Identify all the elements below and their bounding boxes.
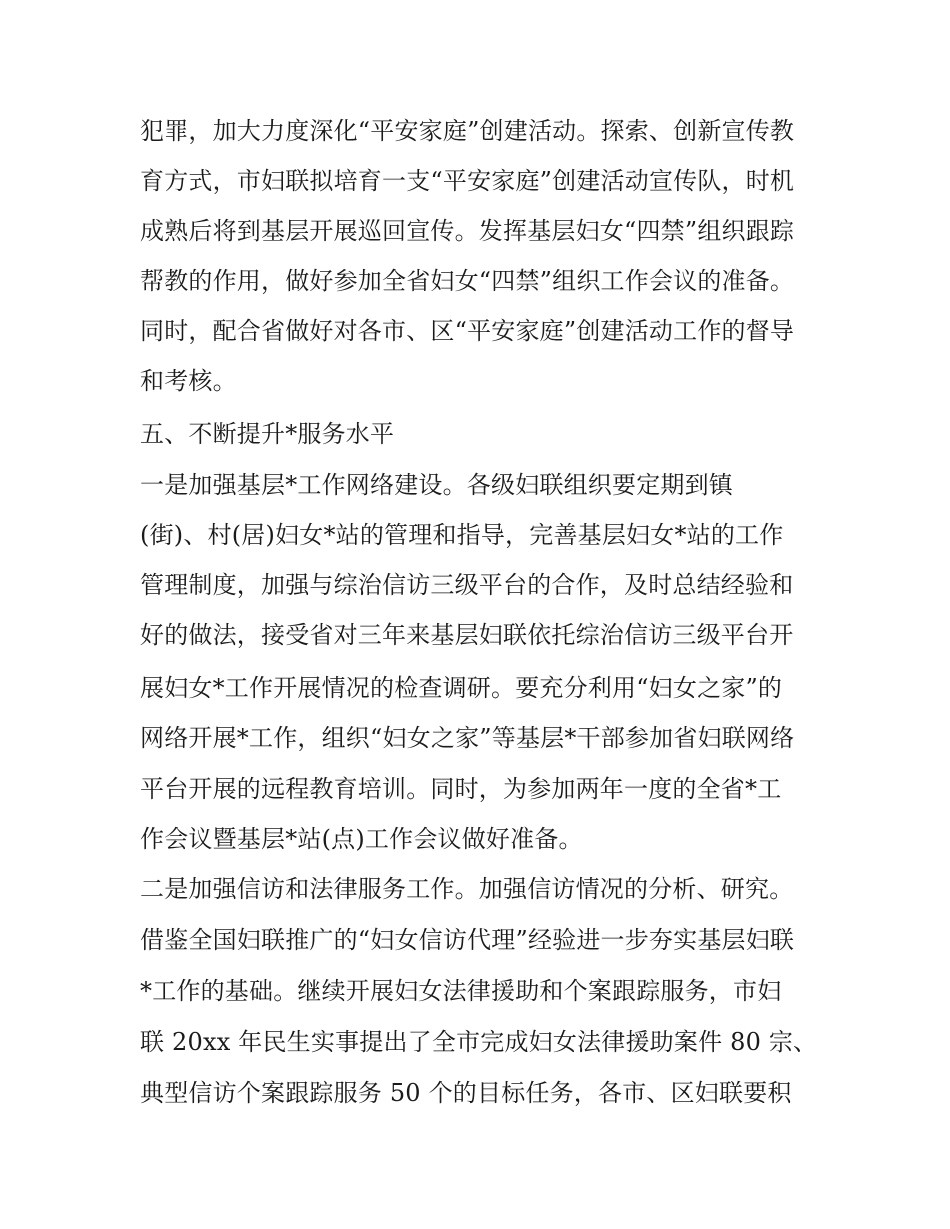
text-line: 好的做法，接受省对三年来基层妇联依托综治信访三级平台开 bbox=[140, 621, 794, 649]
text-line: 平台开展的远程教育培训。同时，为参加两年一度的全省*工 bbox=[140, 775, 782, 803]
text-line: 成熟后将到基层开展巡回宣传。发挥基层妇女“四禁”组织跟踪 bbox=[140, 217, 795, 245]
text-line: 和考核。 bbox=[140, 367, 237, 395]
text-line: 一是加强基层*工作网络建设。各级妇联组织要定期到镇 bbox=[140, 471, 733, 499]
text-line: *工作的基础。继续开展妇女法律援助和个案跟踪服务，市妇 bbox=[140, 977, 782, 1005]
text-line: 管理制度，加强与综治信访三级平台的合作，及时总结经验和 bbox=[140, 571, 794, 599]
text-line: 犯罪，加大力度深化“平安家庭”创建活动。探索、创新宣传教 bbox=[140, 117, 795, 145]
text-line: 网络开展*工作，组织“妇女之家”等基层*干部参加省妇联网络 bbox=[140, 724, 795, 752]
text-line: 作会议暨基层*站(点)工作会议做好准备。 bbox=[140, 825, 583, 853]
text-line: 同时，配合省做好对各市、区“平安家庭”创建活动工作的督导 bbox=[140, 317, 795, 345]
text-line: 借鉴全国妇联推广的“妇女信访代理”经验进一步夯实基层妇联 bbox=[140, 926, 795, 954]
text-line: 典型信访个案跟踪服务 50 个的目标任务，各市、区妇联要积 bbox=[140, 1079, 792, 1107]
section-heading: 五、不断提升*服务水平 bbox=[140, 420, 395, 448]
text-line: 展妇女*工作开展情况的检查调研。要充分利用“妇女之家”的 bbox=[140, 674, 783, 702]
text-line: 育方式，市妇联拟培育一支“平安家庭”创建活动宣传队，时机 bbox=[140, 167, 795, 195]
text-line: (街)、村(居)妇女*站的管理和指导，完善基层妇女*站的工作 bbox=[140, 521, 784, 549]
text-line: 二是加强信访和法律服务工作。加强信访情况的分析、研究。 bbox=[140, 875, 794, 903]
text-line: 帮教的作用，做好参加全省妇女“四禁”组织工作会议的准备。 bbox=[140, 267, 795, 295]
text-line: 联 20xx 年民生实事提出了全市完成妇女法律援助案件 80 宗、 bbox=[140, 1028, 818, 1056]
